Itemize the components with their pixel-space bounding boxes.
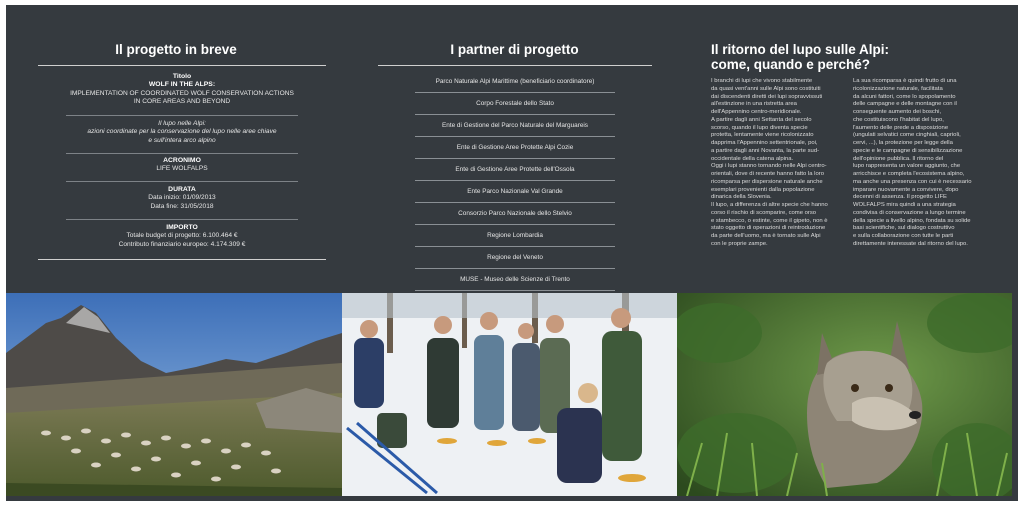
acronimo-label: ACRONIMO xyxy=(163,157,201,164)
section-divider xyxy=(66,153,298,154)
photo-wolf-pup xyxy=(677,293,1012,496)
section-divider xyxy=(66,115,298,116)
partner-item: Ente di Gestione Aree Protette Alpi Cozie xyxy=(415,137,615,159)
partner-item: Ente Parco Nazionale Val Grande xyxy=(415,181,615,203)
panel-wolf-return xyxy=(683,5,1018,305)
body-column-left: I branchi di lupi che vivono stabilmente da quasi vent'anni sulle Alpi sono costituiti dai discendenti diretti dei lupi sopravvissuti all'estinzione in una ristretta area dell'Appennino centro-meridionale. A partire dagli anni Settanta del secolo scorso, quando il lupo diventa specie protetta, lentamente viene ricolonizzato dapprima l'Appennino settentrionale, poi, a partire dagli anni Novanta, la parte sud- occidentale della catena alpina. Oggi i lupi stanno tornando nelle Alpi centro- orientali, dove di recente hanno fatto la loro ricomparsa per dispersione naturale anche esemplari provenienti dalla popolazione dinarica della Slovenia. Il lupo, a differenza di altre specie che hanno corso il rischio di scomparire, come orso e stambecco, o estinte, come il gipeto, non è stato oggetto di operazioni di reintroduzione da parte dell'uomo, ma è tornato sulle Alpi con le proprie zampe. xyxy=(711,78,828,247)
importo-total: Totale budget di progetto: 6.100.464 € xyxy=(126,232,238,240)
acronimo-value: LIFE WOLFALPS xyxy=(156,165,208,173)
partner-item: Parco Naturale Alpi Marittime (beneficiario coordinatore) xyxy=(415,71,615,93)
photo-team-snow xyxy=(342,293,677,496)
project-summary-heading: Il progetto in breve xyxy=(115,42,237,57)
panel-partners xyxy=(348,5,681,305)
section-importo xyxy=(38,224,326,249)
importo-label: IMPORTO xyxy=(166,224,198,231)
titolo-it-line3: e sull'intera arco alpino xyxy=(148,136,216,144)
section-divider xyxy=(66,181,298,182)
importo-contrib: Contributo finanziario europeo: 4.174.309 € xyxy=(118,240,246,248)
titolo-line2: IMPLEMENTATION OF COORDINATED WOLF CONSERVATION ACTIONS xyxy=(70,89,294,97)
section-titolo-italian xyxy=(38,120,326,145)
titolo-line1: WOLF IN THE ALPS: xyxy=(148,81,216,89)
partner-item: Regione del Veneto xyxy=(415,247,615,269)
wolf-return-heading-line1: Il ritorno del lupo sulle Alpi: xyxy=(711,42,889,57)
partner-item: Consorzio Parco Nazionale dello Stelvio xyxy=(415,203,615,225)
titolo-it-line1: Il lupo nelle Alpi: xyxy=(158,120,206,127)
partner-item: Corpo Forestale dello Stato xyxy=(415,93,615,115)
partner-item: Ente di Gestione Aree Protette dell'Ossola xyxy=(415,159,615,181)
bottom-rule xyxy=(38,259,326,260)
titolo-it-line2: azioni coordinate per la conservazione del lupo nelle aree chiave xyxy=(87,128,277,136)
section-acronimo xyxy=(38,157,326,174)
durata-end: Data fine: 31/05/2018 xyxy=(150,202,214,210)
titolo-line3: IN CORE AREAS AND BEYOND xyxy=(133,98,231,106)
partner-item: Regione Lombardia xyxy=(415,225,615,247)
heading-rule xyxy=(38,65,326,66)
section-durata xyxy=(38,186,326,211)
panel-project-summary xyxy=(6,5,346,305)
durata-label: DURATA xyxy=(168,186,196,193)
durata-start: Data inizio: 01/09/2013 xyxy=(148,194,216,202)
partner-item: Ente di Gestione del Parco Naturale del Marguareis xyxy=(415,115,615,137)
heading-rule xyxy=(378,65,652,66)
section-titolo xyxy=(38,73,326,107)
wolf-return-heading xyxy=(711,42,1011,72)
titolo-label: Titolo xyxy=(172,73,192,80)
partner-item: MUSE - Museo delle Scienze di Trento xyxy=(415,269,615,291)
partners-heading: I partner di progetto xyxy=(450,42,579,57)
photo-mountain-sheep xyxy=(6,293,342,496)
body-column-right: La sua ricomparsa è quindi frutto di una ricolonizzazione naturale, facilitata da alcuni fattori, come lo spopolamento delle campagne e delle montagne con il conseguente aumento dei boschi, che costituiscono l'habitat del lupo, l'aumento delle prede a disposizione (ungulati selvatici come cinghiali, caprioli, cervi, ...), la protezione per legge della specie e le campagne di sensibilizzazione dell'opinione pubblica. Il ritorno del lupo rappresenta un valore aggiunto, che arricchisce e completa l'ecosistema alpino, ma anche una presenza con cui è necessario imparare nuovamente a convivere, dopo decenni di assenza. Il progetto LIFE WOLFALPS mira quindi a una strategia condivisa di conservazione a lungo termine della specie a livello alpino, fondata su solide basi scientifiche, sul dialogo costruttivo e sulla collaborazione con tutte le parti direttamente interessate dal ritorno del lupo. xyxy=(853,78,972,247)
section-divider xyxy=(66,219,298,220)
wolf-return-heading-line2: come, quando e perché? xyxy=(711,57,871,72)
